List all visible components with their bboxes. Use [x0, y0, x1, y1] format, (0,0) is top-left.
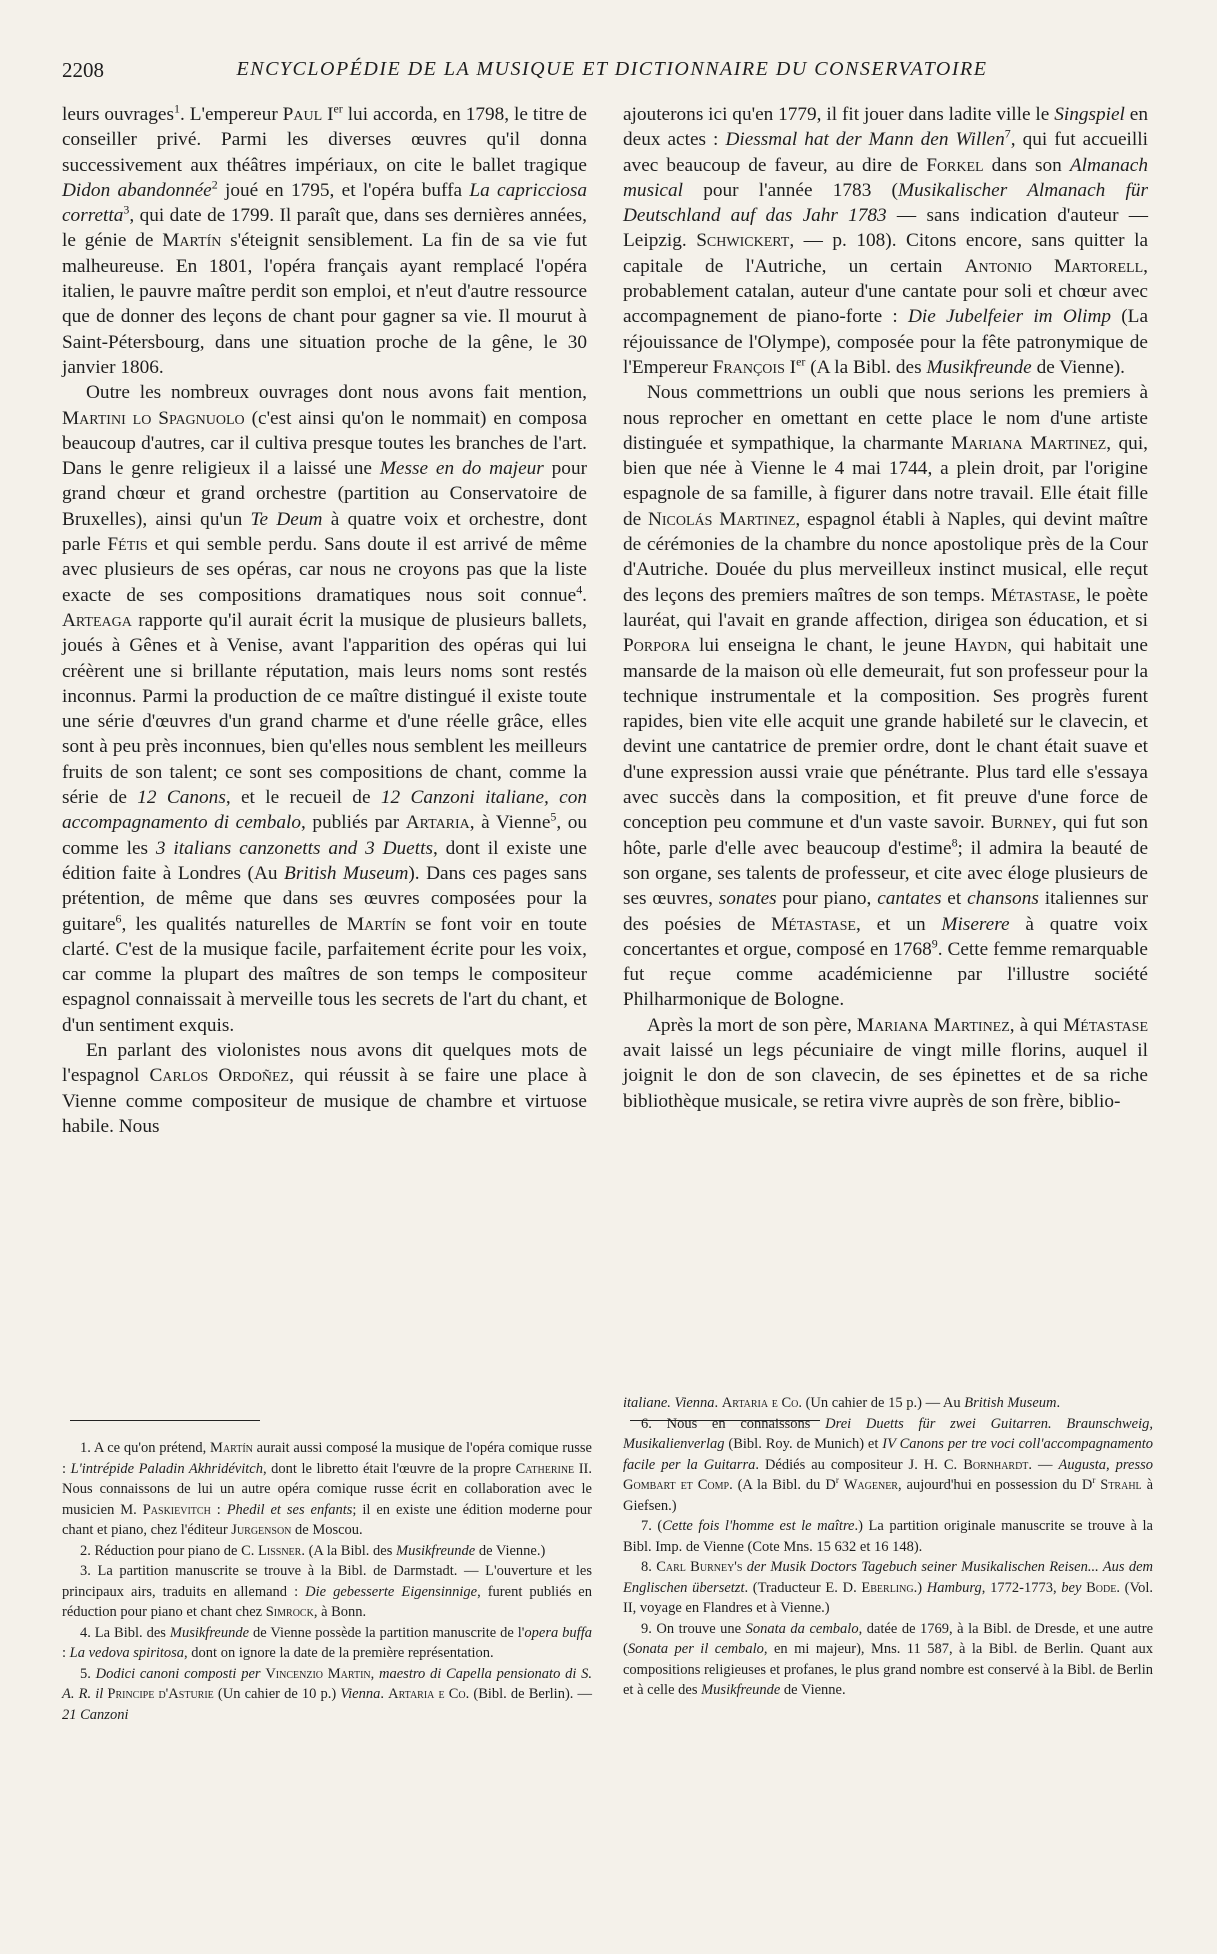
person-name: Antonio Martorell [964, 255, 1144, 277]
text-run: 8. [641, 1559, 657, 1575]
publisher-name: Jurgenson [231, 1522, 292, 1538]
text-run: . [714, 1395, 722, 1411]
text-run: (Un cahier de 10 p.) [213, 1686, 341, 1702]
institution-name: Musikfreunde [395, 1542, 476, 1559]
person-name: Fétis [107, 534, 148, 556]
translation: Cette fois l'homme est le maître [662, 1518, 855, 1534]
text-run: , qui habitait une mansarde de la maison où elle demeurait, fut son professeur pour la technique instrumentale et la composition. Ses progrès furent rapides, bien vite elle acquit une grande habileté sur le clavecin, et devint une cantatrice de premier ordre, dont le chant était suave et d'une expression aussi vraie que pénétrante. Plus tard elle s'essaya avec succès dans la composition, et fit preuve d'une force de conception peu commune et d'un vaste savoir. [623, 635, 1148, 834]
text-run: 5. [80, 1665, 96, 1682]
person-name: Haydn [954, 635, 1008, 657]
text-run: , ou comme les [62, 812, 587, 859]
text-run: (A la Bibl. des [805, 356, 927, 378]
institution-name: British Museum [284, 862, 409, 884]
person-name: Martín [210, 1440, 253, 1456]
text-run: ajouterons ici qu'en 1779, il fit jouer dans ladite ville le [623, 104, 1055, 125]
person-name: Eberling [861, 1579, 914, 1596]
text-run: et qui semble perdu. Sans doute il est arrivé de même avec plusieurs de ses opéras, car nous ne croyons pas que la liste exacte de ses compositions dramatiques nous soit connue [62, 534, 587, 606]
term: opera buffa [524, 1624, 592, 1641]
work-title: Miserere [941, 913, 1010, 935]
text-run: de Vienne.) [475, 1542, 546, 1559]
person-name: Nicolás Martinez [647, 508, 796, 530]
text-run: lui enseigna le chant, le jeune [690, 635, 955, 657]
text-run: , aujourd'hui en possession du D [897, 1477, 1093, 1493]
work-title: 3 italians canzonetts and 3 Duetts [155, 837, 433, 859]
person-name: Métastase [1063, 1014, 1148, 1036]
text-run: , et un [855, 913, 942, 935]
text-run: , le poète lauréat, qui l'avait en grande affection, dirigea son éducation, et si [623, 584, 1148, 631]
text-run: .) [913, 1579, 927, 1596]
text-run: , [370, 1665, 380, 1682]
text-run: (Bibl. Roy. de Munich) et [724, 1436, 883, 1452]
text-run: de Vienne. [780, 1682, 846, 1698]
term: chansons [967, 888, 1039, 910]
work-title: IV Canons per tre voci coll'accompagnamento facile per la Guitarra [623, 1436, 1153, 1473]
person-name: Carlos Ordoñez [149, 1065, 290, 1087]
work-title: Te Deum [250, 508, 323, 530]
text-run: à quatre voix concertantes et orgue, composé en 1768 [623, 913, 1148, 960]
text-run: , et le recueil de [225, 787, 381, 809]
text-run: lui accorda, en 1798, le titre de conseiller privé. Parmi les diverses œuvres qu'il donna successivement aux théâtres impériaux, on cite le ballet tragique [62, 104, 587, 176]
text-run: , publiés par [301, 812, 406, 834]
footnote-3 [62, 1561, 592, 1623]
work-title: 12 Canons [137, 787, 226, 809]
text-run: . — [1028, 1456, 1059, 1473]
institution-name: Musikfreunde [701, 1682, 781, 1698]
text-run: . (Un cahier de 15 p.) — Au [798, 1395, 965, 1411]
text-run: ; il admira la beauté de son organe, ses talents de professeur, et cite avec éloge plusieurs de ses œuvres, [623, 837, 1148, 910]
work-title: Die gebesserte Eigensinnige [305, 1583, 478, 1600]
text-run: joué en 1795, et l'opéra buffa [217, 179, 470, 201]
work-title: Didon abandonnée [62, 179, 212, 201]
text-run: avait laissé un legs pécuniaire de vingt mille florins, auquel il joignit le don de son clavecin, de ses épinettes et de sa riche bibliothèque musicale, se retira vivre auprès de son frère, biblio- [623, 1039, 1148, 1112]
text-run: . [1056, 1395, 1061, 1411]
footnote-1 [62, 1438, 592, 1541]
publisher-name: Simrock [265, 1604, 314, 1620]
person-name: Vincenzio Martin [265, 1665, 371, 1682]
right-column [623, 102, 1148, 1114]
text-run: à Giefsen.) [623, 1477, 1154, 1514]
footnote-9 [623, 1619, 1153, 1701]
text-run: rapporte qu'il aurait écrit la musique de plusieurs ballets, joués à Gênes et à Venise, avant l'apparition des opéras qui lui créèrent une si brillante réputation, mais leurs noms sont restés inconnus. Parmi la production de ce maître distingué il existe toute une série d'œuvres d'un grand charme et d'une réelle grâce, elles sont à peu près inconnues, bien qu'elles nous semblent les meilleurs fruits de son talent; ce sont ses compositions de chant, comme la série de [62, 609, 587, 809]
text-run: , à Vienne [469, 812, 551, 834]
text-run: se font voir en toute clarté. C'est de la musique facile, parfaitement écrite pour les voix, car comme la plupart des maîtres de son temps le compositeur espagnol connaissait à merveille tous les secrets de l'art du chant, et d'un sentiment exquis. [62, 913, 587, 1036]
person-name: Paul I [282, 104, 334, 125]
person-name: Strahl [1100, 1477, 1142, 1493]
text-run: . (Traducteur E. D. [744, 1579, 862, 1596]
work-title: La vedova spiritosa [69, 1645, 185, 1661]
work-title: Sonata da cembalo [745, 1620, 859, 1637]
text-run: , furent publiés en réduction pour piano et chant chez [62, 1583, 592, 1620]
work-title: Drei Duetts für zwei Guitarren. Braunschweig, Musikalienverlag [623, 1415, 1153, 1452]
text-run: . Cette femme remarquable fut reçue comme académicienne par l'illustre société Philharmonique de Bologne. [623, 938, 1148, 1011]
person-name: Arteaga [62, 609, 132, 631]
footnote-7 [623, 1516, 1153, 1557]
footnote-6 [623, 1414, 1153, 1517]
person-name: Lissner [258, 1542, 302, 1559]
text-run: , 1772-1773, [981, 1579, 1062, 1596]
text-run: s'éteignit sensiblement. La fin de sa vie fut malheureuse. En 1801, l'opéra français ayant remplacé l'opéra italien, le pauvre maître perdit son emploi, et n'eut d'autre ressource que de donner des leçons de chant pour gagner sa vie. Il mourut à Saint-Pétersbourg, dans une situation proche de la gêne, le 30 janvier 1806. [62, 230, 587, 378]
text-run: , qui fut son hôte, parle d'elle avec beaucoup d'estime [623, 812, 1148, 859]
person-name: Martini lo Spagnuolo [62, 407, 245, 429]
page-header [62, 58, 1162, 88]
text-run: , dont on ignore la date de la première représentation. [184, 1645, 494, 1661]
text-run: . Dédiés au compositeur J. H. C. [755, 1456, 964, 1473]
publisher-name: Bode [1086, 1579, 1117, 1596]
text-run: de Vienne). [1031, 356, 1126, 378]
footnote-2 [62, 1541, 592, 1562]
footnote-5 [62, 1664, 592, 1726]
person-name: Carl Burney's [656, 1559, 743, 1575]
text-run: . (A la Bibl. des [301, 1542, 396, 1559]
text-run: italiennes sur des poésies de [623, 888, 1149, 935]
page-number: 2208 [62, 58, 104, 82]
work-title: Diessmal hat der Mann den Willen [725, 129, 1005, 151]
publisher-name: Artaria e Co [721, 1395, 799, 1411]
text-run: 1. A ce qu'on prétend, [80, 1440, 211, 1456]
term: Singspiel [1054, 104, 1125, 125]
institution-name: Musikfreunde [926, 356, 1032, 378]
person-name: Catherine II [515, 1460, 589, 1477]
text-run: Outre les nombreux ouvrages dont nous avons fait mention, [86, 382, 587, 404]
text-run: , espagnol établi à Naples, qui devint maître de cérémonies de la chambre du nonce apostolique près de la Cour d'Autriche. Douée du plus merveilleux instinct musical, elle reçut des leçons des premiers maîtres de son temps. [623, 508, 1148, 606]
footnote-ref: 4 [576, 582, 583, 597]
text-run: , qui réussit à se faire une place à Vienne comme compositeur de musique de chambre et virtuose habile. Nous [62, 1065, 587, 1137]
work-title: Sonata per il cembalo [627, 1641, 764, 1657]
term: sonates [718, 888, 777, 910]
text-run: .) La partition originale manuscrite se trouve à la Bibl. Imp. de Vienne (Cote Mns. 15 632 et 16 148). [623, 1518, 1153, 1555]
footnote-ref: 6 [115, 911, 122, 926]
footnote-ref: 1 [174, 101, 180, 116]
paragraph-right-1 [623, 102, 1148, 380]
text-run: , les qualités naturelles de [121, 913, 347, 935]
text-run: pour l'année 1783 ( [682, 179, 898, 201]
text-run: à quatre voix et orchestre, dont parle [62, 508, 587, 556]
text-run: ; il en existe une édition moderne pour chant et piano, chez l'éditeur [62, 1501, 593, 1538]
footnotes-left [62, 1438, 592, 1725]
person-name: Métastase [990, 584, 1076, 606]
text-run: . L'empereur [179, 104, 283, 125]
person-name: Burney [990, 812, 1053, 834]
text-run: 3. La partition manuscrite se trouve à la Bibl. de Darmstadt. — L'ouverture et les principaux airs, traduits en allemand : [62, 1563, 592, 1600]
text-run: de Moscou. [291, 1522, 363, 1538]
work-title: der Musik Doctors Tagebuch seiner Musikalischen Reisen... Aus dem Englischen übersetzt [623, 1559, 1153, 1596]
person-name: François I [712, 356, 797, 378]
text-run: : [62, 1645, 70, 1661]
text-run: , probablement catalan, auteur d'une cantate pour soli et chœur avec accompagnement de piano-forte : [623, 255, 1148, 328]
text-run: et [941, 888, 968, 910]
footnote-ref: 5 [550, 809, 557, 824]
text-run: , dont il existe une édition faite à Londres (Au [62, 837, 587, 884]
text-run: . (Bibl. de Berlin). — [465, 1686, 593, 1702]
title-suffix: r [835, 1475, 839, 1486]
footnote-5-continued [623, 1393, 1153, 1414]
institution-name: British Museum [964, 1395, 1057, 1411]
text-run: Après la mort de son père, [647, 1014, 857, 1036]
work-title: 12 Canzoni italiane, con accompagnamento di cembalo [62, 787, 587, 834]
footnote-rule-left [70, 1420, 260, 1421]
paragraph-left-2 [62, 380, 587, 1038]
text-run: . [582, 584, 587, 606]
text-run: leurs ouvrages [62, 104, 174, 125]
person-name: Métastase [771, 913, 856, 935]
text-run: aurait aussi composé la musique de l'opéra comique russe : [62, 1440, 592, 1477]
text-run: (La réjouissance de l'Olympe), composée pour la fête patronymique de l'Empereur [623, 306, 1149, 378]
publisher-name: Gombart et Comp [623, 1477, 730, 1493]
text-run: pour piano, [776, 888, 878, 910]
text-run: , datée de 1769, à la Bibl. de Dresde, et une autre ( [623, 1620, 1154, 1657]
footnote-ref: 8 [951, 835, 958, 850]
term: cantates [877, 888, 942, 910]
person-name: Mariana Martinez [856, 1014, 1010, 1036]
text-run: en deux actes : [623, 104, 1148, 151]
place-name: Vienna [340, 1686, 381, 1702]
paragraph-right-3 [623, 1013, 1148, 1114]
place-name: Augusta, presso [1058, 1456, 1153, 1473]
footnote-8 [623, 1557, 1153, 1619]
person-name: Martín [346, 913, 407, 935]
paragraph-right-2 [623, 380, 1148, 1012]
ordinal-suffix: er [333, 101, 343, 116]
text-run: , qui, bien que née à Vienne le 4 mai 1744, a plein droit, par l'origine espagnole de sa famille, à figurer dans notre travail. Elle était fille de [623, 432, 1149, 530]
work-title: Musikalischer Almanach für Deutschland auf das Jahr 1783 [623, 179, 1148, 227]
footnote-4 [62, 1623, 592, 1664]
text-run: de Vienne possède la partition manuscrite de l' [249, 1624, 525, 1641]
text-run: (c'est ainsi qu'on le nommait) en composa beaucoup d'autres, car il cultiva presque toutes les branches de l'art. Dans le genre religieux il a laissé une [62, 407, 588, 480]
publisher-name: Artaria e Co [388, 1686, 466, 1702]
text-run: . (Vol. II, voyage en Flandres et à Vienne.) [623, 1579, 1153, 1616]
text-run: . (A la Bibl. du D [729, 1477, 836, 1493]
text-run: : [210, 1501, 227, 1518]
text-run-italic: bey [1061, 1579, 1082, 1596]
person-name: Bornhardt [963, 1456, 1029, 1473]
running-title: ENCYCLOPÉDIE DE LA MUSIQUE ET DICTIONNAIRE DU CONSERVATOIRE [236, 58, 988, 80]
person-name: Wagener [843, 1477, 898, 1493]
text-run: , qui date de 1799. Il paraît que, dans ses dernières années, le génie de [62, 205, 587, 252]
text-run: 9. On trouve une [641, 1620, 746, 1637]
text-run: . [380, 1686, 389, 1702]
work-title: Die Jubelfeier im Olimp [907, 306, 1112, 328]
ordinal-suffix: er [796, 354, 806, 369]
left-column [62, 102, 587, 1139]
text-run: . Nous connaissons de lui un autre opéra comique russe écrit en collaboration avec le musicien M. [62, 1460, 593, 1518]
work-title: La capricciosa corretta [62, 179, 587, 227]
person-name: Principe d'Asturie [107, 1686, 214, 1702]
text-run: ). Dans ces pages sans prétention, de même que dans ses œuvres composées pour la guitare [62, 862, 587, 935]
text-run: 4. La Bibl. des [80, 1624, 170, 1641]
text-run: , qui fut accueilli avec beaucoup de faveur, au dire de [623, 129, 1148, 176]
work-title: Almanach musical [623, 154, 1148, 201]
work-title: Messe en do majeur [379, 458, 544, 480]
work-title: Dodici canoni composti per [95, 1665, 261, 1682]
footnote-ref: 3 [123, 202, 130, 217]
publisher-name: Artaria [405, 812, 470, 834]
title-suffix: r [1092, 1475, 1096, 1486]
person-name: Porpora [623, 635, 691, 657]
text-run: , — p. 108). Citons encore, sans quitter la capitale de l'Autriche, un certain [623, 230, 1148, 277]
footnotes-right [623, 1393, 1153, 1701]
paragraph-left-3 [62, 1038, 587, 1139]
person-name: Mariana Martinez [951, 432, 1107, 454]
person-name: Forkel [926, 154, 984, 176]
paragraph-left-1 [62, 102, 587, 380]
text-run: 2. Réduction pour piano de C. [80, 1542, 259, 1559]
text-run: En parlant des violonistes nous avons dit quelques mots de l'espagnol [62, 1039, 587, 1087]
work-title: Phedil et ses enfants [226, 1501, 353, 1518]
work-title: maestro di Capella pensionato di S. A. R. il [62, 1665, 593, 1702]
work-title: 21 Canzoni [62, 1706, 129, 1723]
text-run: , à Bonn. [313, 1604, 367, 1620]
place-name: Hamburg [926, 1579, 982, 1596]
text-run: dans son [983, 154, 1070, 176]
publisher-name: Schwickert [696, 230, 790, 252]
footnote-ref: 7 [1004, 126, 1011, 141]
person-name: Martín [162, 230, 222, 252]
text-run: Nous commettrions un oubli que nous serions les premiers à nous reprocher en omettant en cette place le nom d'une artiste distinguée et sympathique, la charmante [623, 382, 1148, 454]
text-run: pour grand chœur et grand orchestre (partition au Conservatoire de Bruxelles), ainsi qu'un [62, 458, 588, 530]
footnote-ref: 2 [211, 177, 218, 192]
text-run: — sans indication d'auteur — Leipzig. [623, 205, 1148, 252]
text-run: , en mi majeur), Mns. 11 587, à la Bibl. de Berlin. Quant aux compositions religieuses et profanes, le plus grand nombre est conservé à la Bibl. de Berlin et à celle des [623, 1641, 1153, 1698]
footnote-ref: 9 [931, 936, 938, 951]
institution-name: Musikfreunde [169, 1624, 250, 1641]
text-run: 6. Nous en connaissons [641, 1415, 826, 1432]
work-title: italiane. Vienna [623, 1395, 715, 1411]
work-title: L'intrépide Paladin Akhridévitch [70, 1460, 263, 1477]
text-run: , dont le libretto était l'œuvre de la propre [262, 1460, 516, 1477]
text-run: 7. ( [641, 1518, 663, 1534]
person-name: Paskievitch [142, 1501, 211, 1518]
text-run: , à qui [1009, 1014, 1064, 1036]
